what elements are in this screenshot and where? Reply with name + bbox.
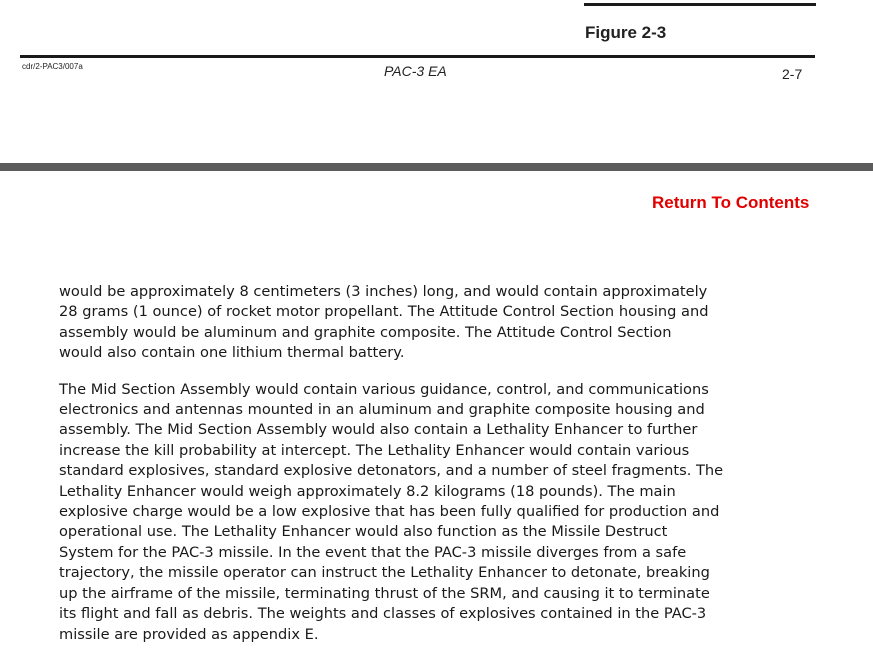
text-line: 28 grams (1 ounce) of rocket motor propellant. The Attitude Control Section housing and <box>59 303 709 321</box>
text-line: assembly would be aluminum and graphite composite. The Attitude Control Section <box>59 323 672 341</box>
text-line: would also contain one lithium thermal battery. <box>59 344 405 362</box>
text-line: its flight and fall as debris. The weights and classes of explosives contained in the PAC-3 <box>59 605 707 623</box>
text-line: The Mid Section Assembly would contain various guidance, control, and communications <box>59 380 709 398</box>
header-rule <box>20 55 815 58</box>
return-to-contents-link[interactable]: Return To Contents <box>652 193 810 212</box>
document-title: PAC-3 EA <box>384 63 447 79</box>
figure-label: Figure 2-3 <box>585 23 667 42</box>
text-line: up the airframe of the missile, terminating thrust of the SRM, and causing it to terminate <box>59 584 710 602</box>
figure-top-rule <box>584 3 816 6</box>
text-line: electronics and antennas mounted in an aluminum and graphite composite housing and <box>59 401 705 419</box>
text-line: would be approximately 8 centimeters (3 inches) long, and would contain approximately <box>59 283 708 300</box>
paragraph-2 <box>59 380 789 645</box>
document-code: cdr/2-PAC3/007a <box>22 62 83 71</box>
paragraph-1 <box>59 282 789 364</box>
text-line: System for the PAC-3 missile. In the event that the PAC-3 missile diverges from a safe <box>59 543 687 561</box>
body-text <box>59 282 789 645</box>
page-number: 2-7 <box>782 66 803 82</box>
text-line: standard explosives, standard explosive detonators, and a number of steel fragments. The <box>59 462 724 480</box>
text-line: missile are provided as appendix E. <box>59 625 319 643</box>
text-line: trajectory, the missile operator can instruct the Lethality Enhancer to detonate, breaking <box>59 564 710 582</box>
text-line: explosive charge would be a low explosive that has been fully qualified for production and <box>59 503 720 521</box>
text-line: operational use. The Lethality Enhancer would also function as the Missile Destruct <box>59 523 668 541</box>
text-line: Lethality Enhancer would weigh approximately 8.2 kilograms (18 pounds). The main <box>59 482 676 500</box>
text-line: assembly. The Mid Section Assembly would also contain a Lethality Enhancer to further <box>59 421 698 439</box>
page-separator <box>0 163 873 171</box>
text-line: increase the kill probability at intercept. The Lethality Enhancer would contain various <box>59 441 690 459</box>
